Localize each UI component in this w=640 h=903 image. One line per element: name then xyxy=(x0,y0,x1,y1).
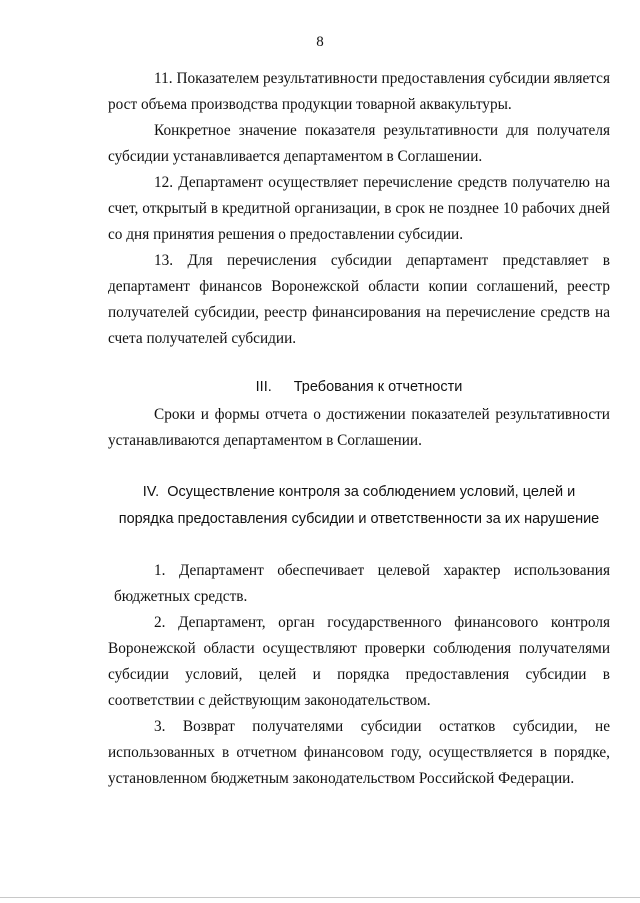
paragraph-11: 11. Показателем результативности предоставления субсидии является рост объема производства продукции товарной аквакультуры. xyxy=(108,70,610,113)
item-1-word: Департамент xyxy=(178,562,264,579)
item-1-rest: бюджетных средств. xyxy=(114,588,248,605)
item-1-word: целевой xyxy=(377,562,430,579)
section-3-number: III. xyxy=(255,379,272,395)
section-4-item-2: 2. Департамент, орган государственного финансового контроля Воронежской области осуществляют проверки соблюдения получателями субсидии условий, целей и порядка предоставления субсидии в соответствии с действующим законодательством. xyxy=(108,614,610,709)
section-4-title-line-1: Осуществление контроля за соблюдением условий, целей и xyxy=(167,484,576,500)
page-number: 8 xyxy=(316,34,324,50)
item-1-first-line xyxy=(108,558,610,584)
section-4-heading-line-1 xyxy=(108,479,610,505)
section-3-heading xyxy=(108,374,610,400)
section-4-item-1 xyxy=(108,558,610,610)
page-bottom-edge xyxy=(0,897,640,898)
section-3-text: Сроки и формы отчета о достижении показателей результативности устанавливаются департаментом в Соглашении. xyxy=(108,406,610,449)
item-1-word: обеспечивает xyxy=(277,562,365,579)
item-1-word: использования xyxy=(513,562,610,579)
paragraph-11-value: Конкретное значение показателя результативности для получателя субсидии устанавливается департаментом в Соглашении. xyxy=(108,122,610,165)
paragraph-12: 12. Департамент осуществляет перечисление средств получателю на счет, открытый в кредитной организации, в срок не позднее 10 рабочих дней со дня принятия решения о предоставлении субсидии. xyxy=(108,174,610,243)
section-4-number: IV. xyxy=(142,484,160,500)
section-4-item-3: 3. Возврат получателями субсидии остатков субсидии, не использованных в отчетном финансовом году, осуществляется в порядке, установленном бюджетным законодательством Российской Федерации. xyxy=(108,718,610,787)
paragraph-13: 13. Для перечисления субсидии департамент представляет в департамент финансов Воронежской области копии соглашений, реестр получателей субсидии, реестр финансирования на перечисление средств на счета получателей субсидии. xyxy=(108,252,610,347)
item-1-word: 1. xyxy=(154,562,166,579)
section-3-title: Требования к отчетности xyxy=(293,379,463,395)
item-1-word: характер xyxy=(443,562,501,579)
section-4-heading-line-2: порядка предоставления субсидии и ответственности за их нарушение xyxy=(118,511,600,527)
